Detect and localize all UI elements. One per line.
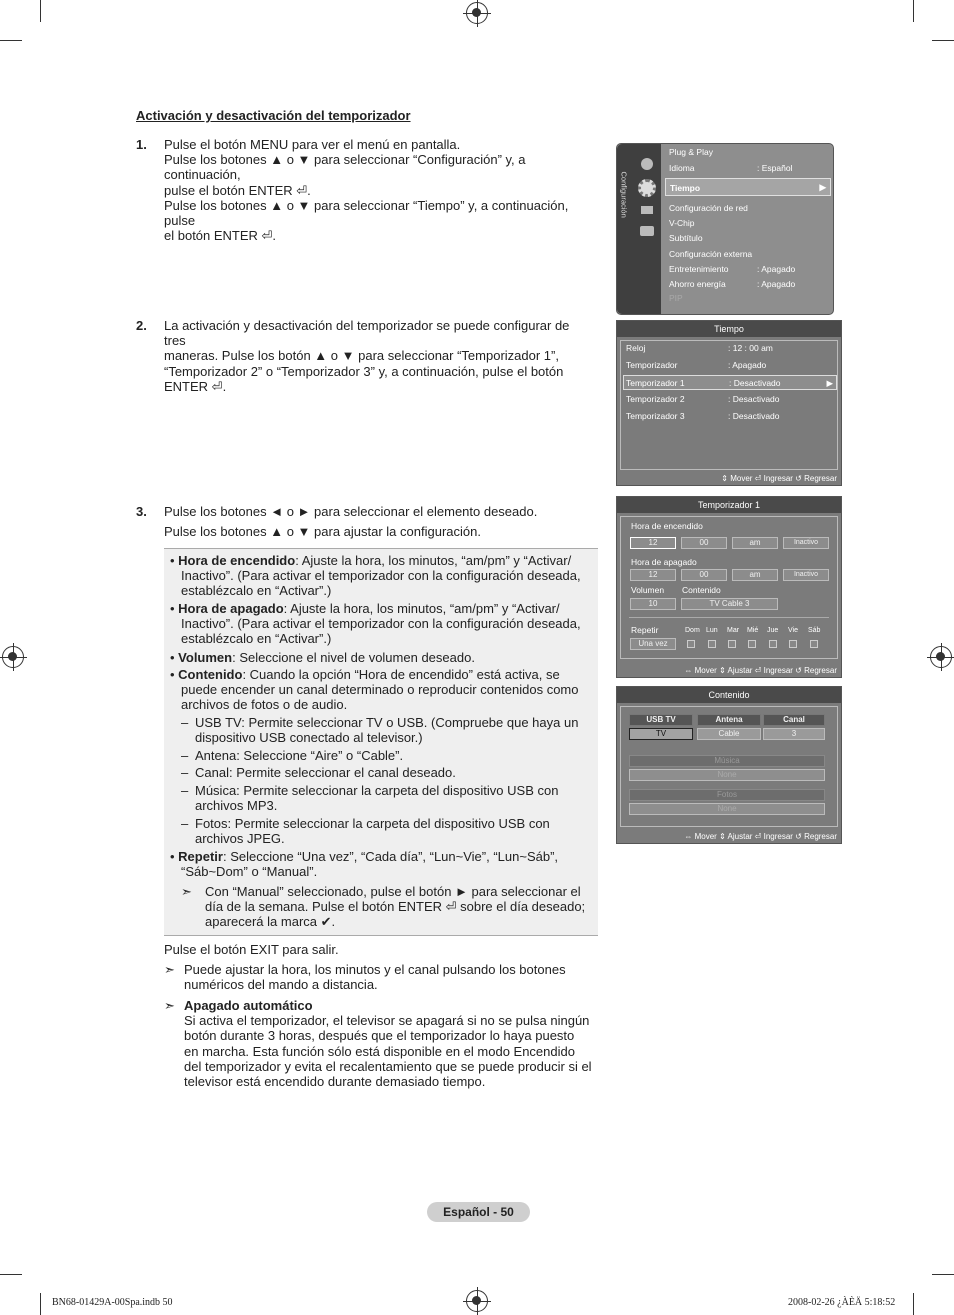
note-line: aparecerá la marca ✔. xyxy=(205,914,336,930)
off-ampm-field[interactable]: am xyxy=(732,569,778,581)
row-value: : Desactivado xyxy=(728,394,780,404)
row-value: : Desactivado xyxy=(729,378,781,388)
dash-usb-tv: – USB TV: Permite seleccionar TV o USB. (Compruebe que haya un dispositivo USB conectado al televisor.) xyxy=(181,715,591,745)
canal-field[interactable]: 3 xyxy=(763,728,825,740)
note-line: Si activa el temporizador, el televisor se apagará si no se pulsa ningún xyxy=(184,1013,590,1029)
bullet-hora-apagado: • Hora de apagado: Ajuste la hora, los minutos, “am/pm” y “Activar/ Inactivo”. (Para activar el temporizador con la configuración deseada, establézcalo en “Activar”.) xyxy=(170,601,590,647)
on-ampm-field[interactable]: am xyxy=(732,537,778,549)
tv-screen-temporizador-1 xyxy=(616,496,842,678)
bullet-text: : Ajuste la hora, los minutos, “am/pm” y “Activar/ xyxy=(283,601,560,616)
screen-title: Temporizador 1 xyxy=(617,497,841,513)
menu-item-configuracion-externa[interactable] xyxy=(669,249,829,261)
bullet-text: puede encender un canal determinado o reproducir contenidos como xyxy=(181,682,579,698)
row-label: Reloj xyxy=(626,343,646,353)
menu-sidebar xyxy=(617,144,661,314)
menu-item-idioma[interactable] xyxy=(669,163,829,175)
dash-canal: – Canal: Permite seleccionar el canal deseado. xyxy=(181,765,456,780)
menu-item-label: Entretenimiento xyxy=(669,264,729,274)
menu-item-label: PIP xyxy=(669,293,683,303)
menu-item-value: : Apagado xyxy=(757,264,796,274)
repetir-label: Repetir xyxy=(631,625,659,635)
day-checkbox[interactable] xyxy=(810,640,818,648)
footer-file-info: BN68-01429A-00Spa.indb 50 xyxy=(52,1297,173,1308)
step2-line: “Temporizador 2” o “Temporizador 3” y, a continuación, pulse el botón xyxy=(164,363,564,379)
settings-gear-icon xyxy=(638,179,656,197)
step2-line: La activación y desactivación del temporizador se puede configurar de tres xyxy=(164,318,570,349)
tv-screen-tiempo xyxy=(616,320,842,486)
row-label: Temporizador 3 xyxy=(626,411,685,421)
screen-footer: ⇕ Mover ⏎ Ingresar ↺ Regresar xyxy=(721,474,837,483)
note-title: Apagado automático xyxy=(184,998,313,1013)
off-hour-field[interactable]: 12 xyxy=(630,569,676,581)
day-label: Dom xyxy=(685,627,700,634)
crop-mark xyxy=(0,1274,22,1275)
day-checkbox[interactable] xyxy=(748,640,756,648)
step3-line: Pulse los botones ◄ o ► para seleccionar el elemento deseado. xyxy=(164,504,538,519)
bullet-hora-encendido: • Hora de encendido: Ajuste la hora, los minutos, “am/pm” y “Activar/ Inactivo”. (Para activar el temporizador con la configuración deseada, establézcalo en “Activar”.) xyxy=(170,553,590,599)
step2-line: ENTER ⏎. xyxy=(164,378,227,394)
step1-line: Pulse el botón MENU para ver el menú en pantalla. xyxy=(164,137,461,152)
bullet-text: : Cuando la opción “Hora de encendido” está activa, se xyxy=(242,667,560,682)
bullet-volumen: • Volumen: Seleccione el nivel de volumen deseado. xyxy=(170,650,475,665)
day-checkbox[interactable] xyxy=(728,640,736,648)
row-reloj[interactable] xyxy=(626,343,836,353)
tv-screen-configuracion xyxy=(616,143,834,315)
note-line: en marcha. Esta función sólo está disponible en el modo Encendido xyxy=(184,1043,575,1059)
menu-item-value: : Español xyxy=(757,163,793,173)
registration-mark-icon xyxy=(466,2,488,24)
row-temporizador-2[interactable] xyxy=(626,394,836,404)
registration-mark-icon xyxy=(930,646,952,668)
menu-item-label: Ahorro energía xyxy=(669,279,726,289)
dash-text: Antena: Seleccione “Aire” o “Cable”. xyxy=(195,748,404,763)
bullet-label: Hora de apagado xyxy=(178,601,284,616)
crop-mark xyxy=(913,1293,914,1315)
step-number: 1. xyxy=(136,137,147,152)
bullet-text: establézcalo en “Activar”.) xyxy=(181,631,332,647)
menu-item-v-chip[interactable] xyxy=(669,218,829,230)
bullet-text: Inactivo”. (Para activar el temporizador con la configuración deseada, xyxy=(181,616,581,632)
screen-title: Contenido xyxy=(617,687,841,703)
dash-text: dispositivo USB conectado al televisor.) xyxy=(195,730,423,746)
crop-mark xyxy=(0,40,22,41)
menu-item-label: Configuración externa xyxy=(669,249,753,259)
dash-text: Música: Permite seleccionar la carpeta del dispositivo USB con xyxy=(195,783,559,798)
row-value: : Apagado xyxy=(728,360,767,370)
crop-mark xyxy=(913,0,914,22)
menu-item-entretenimiento[interactable] xyxy=(669,264,829,276)
crop-mark xyxy=(40,1293,41,1315)
bullet-text: Inactivo”. (Para activar el temporizador con la configuración deseada, xyxy=(181,568,581,584)
day-checkbox[interactable] xyxy=(708,640,716,648)
registration-mark-icon xyxy=(466,1290,488,1312)
crop-mark xyxy=(40,0,41,22)
menu-item-subtitulo[interactable] xyxy=(669,233,829,245)
divider xyxy=(629,617,829,618)
antena-header: Antena xyxy=(697,714,761,726)
bullet-text: “Sáb~Dom” o “Manual”. xyxy=(181,864,318,880)
fotos-header: Fotos xyxy=(629,789,825,801)
day-checkbox[interactable] xyxy=(789,640,797,648)
input-icon xyxy=(640,226,654,236)
note-auto-off xyxy=(184,998,594,1089)
exit-line: Pulse el botón EXIT para salir. xyxy=(164,942,339,957)
note-remote xyxy=(184,962,594,992)
step1-line: pulse el botón ENTER ⏎. xyxy=(164,182,311,198)
row-value: : Desactivado xyxy=(728,411,780,421)
menu-item-tiempo[interactable] xyxy=(665,178,831,196)
on-status-field[interactable]: Inactivo xyxy=(783,537,829,549)
section-heading: Activación y desactivación del temporizador xyxy=(136,108,411,123)
usb-tv-header: USB TV xyxy=(629,714,693,726)
note-line: día de la semana. Pulse el botón ENTER ⏎ sobre el día deseado; xyxy=(205,899,586,915)
crop-mark xyxy=(932,40,954,41)
step1-text xyxy=(164,137,594,243)
menu-item-value: : Apagado xyxy=(757,279,796,289)
on-hour-field[interactable]: 12 xyxy=(630,537,676,549)
volumen-label: Volumen xyxy=(631,585,665,595)
menu-item-ahorro-energia[interactable] xyxy=(669,279,829,291)
dash-text: Canal: Permite seleccionar el canal deseado. xyxy=(195,765,456,780)
bullet-text: establézcalo en “Activar”.) xyxy=(181,583,332,599)
contenido-label: Contenido xyxy=(682,585,721,595)
bullet-label: Volumen xyxy=(178,650,233,665)
bullet-text: : Ajuste la hora, los minutos, “am/pm” y “Activar/ xyxy=(295,553,572,568)
bullet-label: Hora de encendido xyxy=(178,553,296,568)
note-arrow-icon: ➣ xyxy=(181,884,192,899)
step1-line: Pulse los botones ▲ o ▼ para seleccionar “Configuración” y, a continuación, xyxy=(164,152,526,183)
dash-musica: – Música: Permite seleccionar la carpeta del dispositivo USB con archivos MP3. xyxy=(181,783,591,813)
note-arrow-icon: ➣ xyxy=(164,998,175,1013)
content-field[interactable]: TV Cable 3 xyxy=(681,598,778,610)
row-label: Temporizador xyxy=(626,360,678,370)
right-arrow-icon: ▶ xyxy=(819,182,826,192)
sidebar-label: Configuración xyxy=(619,171,629,218)
on-minute-field[interactable]: 00 xyxy=(681,537,727,549)
step2-line: maneras. Pulse los botón ▲ o ▼ para seleccionar “Temporizador 1”, xyxy=(164,348,559,364)
note-line: del temporizador y evita el recalentamiento que se puede producir si el xyxy=(184,1058,592,1074)
note-line: televisor está encendido durante demasiado tiempo. xyxy=(184,1074,486,1090)
note-line: numéricos del mando a distancia. xyxy=(184,977,378,993)
step-number: 2. xyxy=(136,318,147,333)
musica-header: Música xyxy=(629,755,825,767)
bullet-text: archivos de fotos o de audio. xyxy=(181,697,348,713)
dash-text: archivos MP3. xyxy=(195,798,278,814)
hora-encendido-label: Hora de encendido xyxy=(631,521,703,531)
day-checkbox[interactable] xyxy=(687,640,695,648)
manual-note xyxy=(205,884,595,930)
row-label: Temporizador 1 xyxy=(626,378,685,388)
hora-apagado-label: Hora de apagado xyxy=(631,557,697,567)
right-arrow-icon: ▶ xyxy=(826,378,833,388)
row-temporizador-1[interactable] xyxy=(623,375,837,390)
note-line: botón durante 3 horas, después que el temporizador lo haya puesto xyxy=(184,1028,575,1044)
page-number-badge: Español - 50 xyxy=(427,1202,530,1222)
dash-text: Fotos: Permite seleccionar la carpeta del dispositivo USB con xyxy=(195,816,550,831)
step3-line: Pulse los botones ▲ o ▼ para ajustar la configuración. xyxy=(164,524,481,539)
step-number: 3. xyxy=(136,504,147,519)
volume-field[interactable]: 10 xyxy=(630,598,676,610)
menu-item-label: Subtítulo xyxy=(669,233,703,243)
menu-item-label: Plug & Play xyxy=(669,147,713,157)
musica-field[interactable]: None xyxy=(629,769,825,781)
bullet-text: : Seleccione “Una vez”, “Cada día”, “Lun~Vie”, “Lun~Sáb”, xyxy=(222,849,559,864)
off-minute-field[interactable]: 00 xyxy=(681,569,727,581)
dash-text: USB TV: Permite seleccionar TV o USB. (Compruebe que haya un xyxy=(195,715,579,730)
day-label: Mié xyxy=(747,627,759,634)
crop-mark xyxy=(932,1274,954,1275)
row-label: Temporizador 2 xyxy=(626,394,685,404)
bullet-label: Contenido xyxy=(178,667,243,682)
dash-text: archivos JPEG. xyxy=(195,831,285,847)
registration-mark-icon xyxy=(2,646,24,668)
day-label: Mar xyxy=(727,627,740,634)
repeat-field[interactable]: Una vez xyxy=(630,638,676,650)
day-label: Vie xyxy=(788,627,798,634)
usb-tv-field[interactable]: TV xyxy=(629,728,693,740)
tv-screen-contenido xyxy=(616,686,842,844)
channel-icon xyxy=(641,206,653,214)
row-temporizador-3[interactable] xyxy=(626,411,836,421)
bullet-text: : Seleccione el nivel de volumen deseado. xyxy=(232,650,475,665)
bullet-label: Repetir xyxy=(178,849,223,864)
footer-timestamp: 2008-02-26 ¿ÀÈÄ 5:18:52 xyxy=(788,1297,896,1308)
day-label: Jue xyxy=(767,627,779,634)
day-label: Sáb xyxy=(808,627,821,634)
screen-footer: ⇔ Mover ⇕ Ajustar ⏎ Ingresar ↺ Regresar xyxy=(684,666,837,675)
screen-footer: ⇔ Mover ⇕ Ajustar ⏎ Ingresar ↺ Regresar xyxy=(684,832,837,841)
menu-item-configuracion-red[interactable] xyxy=(669,203,829,215)
menu-item-label: Configuración de red xyxy=(669,203,748,213)
bullet-contenido: • Contenido: Cuando la opción “Hora de encendido” está activa, se puede encender un canal determinado o reproducir contenidos como archivos de fotos o de audio. xyxy=(170,667,590,713)
day-checkbox[interactable] xyxy=(769,640,777,648)
antena-field[interactable]: Cable xyxy=(697,728,761,740)
note-line: Con “Manual” seleccionado, pulse el botón ► para seleccionar el xyxy=(205,884,581,899)
step1-line: el botón ENTER ⏎. xyxy=(164,228,277,244)
note-line: Puede ajustar la hora, los minutos y el canal pulsando los botones xyxy=(184,962,566,977)
canal-header: Canal xyxy=(763,714,825,726)
dash-fotos: – Fotos: Permite seleccionar la carpeta del dispositivo USB con archivos JPEG. xyxy=(181,816,591,846)
fotos-field[interactable]: None xyxy=(629,803,825,815)
dash-antena: – Antena: Seleccione “Aire” o “Cable”. xyxy=(181,748,404,763)
step2-text xyxy=(164,318,594,394)
bullet-repetir: • Repetir: Seleccione “Una vez”, “Cada día”, “Lun~Vie”, “Lun~Sáb”, “Sáb~Dom” o “Manual”. xyxy=(170,849,590,879)
day-label: Lun xyxy=(706,627,718,634)
screen-title: Tiempo xyxy=(617,321,841,337)
menu-item-plug-play[interactable] xyxy=(669,147,829,159)
row-value: : 12 : 00 am xyxy=(728,343,773,353)
note-arrow-icon: ➣ xyxy=(164,962,175,977)
menu-item-label: Idioma xyxy=(669,163,695,173)
step1-line: Pulse los botones ▲ o ▼ para seleccionar “Tiempo” y, a continuación, pulse xyxy=(164,197,569,229)
off-status-field[interactable]: Inactivo xyxy=(783,569,829,581)
row-temporizador[interactable] xyxy=(626,360,836,370)
menu-item-pip xyxy=(669,293,829,305)
menu-item-label: V-Chip xyxy=(669,218,695,228)
menu-item-label: Tiempo xyxy=(670,183,701,193)
picture-icon xyxy=(641,158,653,170)
